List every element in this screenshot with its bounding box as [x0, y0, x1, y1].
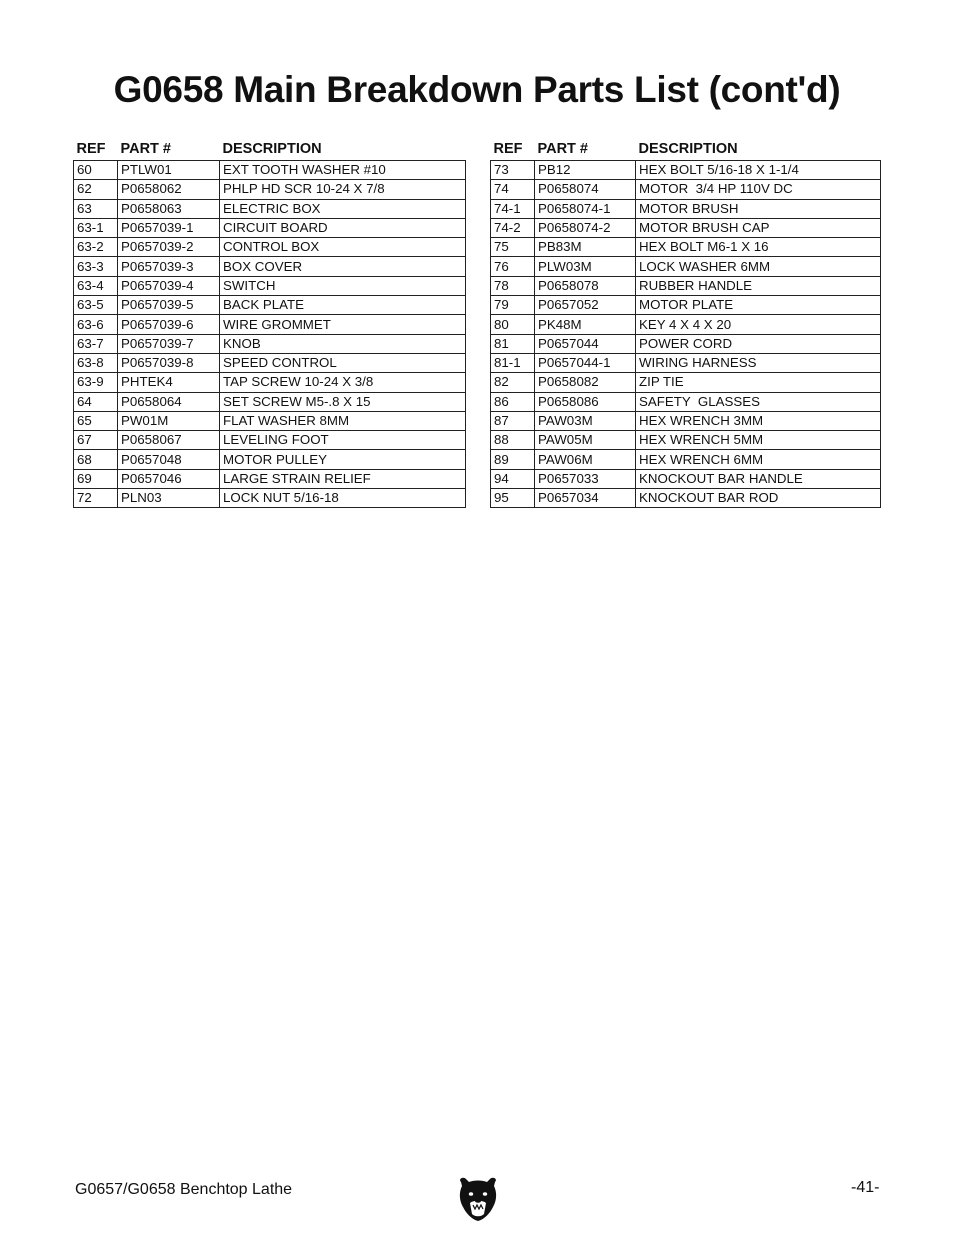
description-cell: HEX BOLT 5/16-18 X 1-1/4: [636, 161, 881, 180]
ref-cell: 80: [491, 315, 535, 334]
ref-cell: 82: [491, 373, 535, 392]
part-number-cell: P0657046: [118, 469, 220, 488]
table-row: [74, 450, 466, 469]
table-row: [491, 218, 881, 237]
header-description: DESCRIPTION: [222, 140, 322, 157]
table-header-row: [74, 137, 466, 161]
description-cell: PHLP HD SCR 10-24 X 7/8: [220, 180, 466, 199]
ref-cell: 73: [491, 161, 535, 180]
table-row: [74, 334, 466, 353]
table-row: [491, 373, 881, 392]
description-cell: LOCK WASHER 6MM: [636, 257, 881, 276]
header-ref: REF: [493, 140, 523, 157]
part-number-cell: PK48M: [535, 315, 636, 334]
description-cell: POWER CORD: [636, 334, 881, 353]
ref-cell: 69: [74, 469, 118, 488]
table-row: [491, 431, 881, 450]
description-cell: LOCK NUT 5/16-18: [220, 489, 466, 508]
table-row: [491, 353, 881, 372]
ref-cell: 79: [491, 296, 535, 315]
ref-cell: 63-9: [74, 373, 118, 392]
part-number-cell: P0657039-7: [118, 334, 220, 353]
part-number-cell: P0658064: [118, 392, 220, 411]
description-cell: KNOB: [220, 334, 466, 353]
part-number-cell: P0658082: [535, 373, 636, 392]
description-cell: LARGE STRAIN RELIEF: [220, 469, 466, 488]
part-number-cell: P0657044-1: [535, 353, 636, 372]
ref-cell: 74: [491, 180, 535, 199]
description-cell: MOTOR PULLEY: [220, 450, 466, 469]
parts-table-right-body: [491, 161, 881, 508]
part-number-cell: P0657039-3: [118, 257, 220, 276]
part-number-cell: PAW06M: [535, 450, 636, 469]
part-number-cell: PB12: [535, 161, 636, 180]
part-number-cell: P0657052: [535, 296, 636, 315]
ref-cell: 63-6: [74, 315, 118, 334]
part-number-cell: P0657034: [535, 489, 636, 508]
description-cell: WIRING HARNESS: [636, 353, 881, 372]
table-row: [491, 489, 881, 508]
part-number-cell: PB83M: [535, 238, 636, 257]
table-row: [491, 411, 881, 430]
description-cell: HEX WRENCH 3MM: [636, 411, 881, 430]
description-cell: KNOCKOUT BAR HANDLE: [636, 469, 881, 488]
ref-cell: 74-1: [491, 199, 535, 218]
ref-cell: 74-2: [491, 218, 535, 237]
parts-table-left-body: [74, 161, 466, 508]
description-cell: SAFETY GLASSES: [636, 392, 881, 411]
part-number-cell: P0657039-8: [118, 353, 220, 372]
part-number-cell: P0657048: [118, 450, 220, 469]
ref-cell: 64: [74, 392, 118, 411]
description-cell: HEX WRENCH 5MM: [636, 431, 881, 450]
table-row: [74, 315, 466, 334]
part-number-cell: P0658063: [118, 199, 220, 218]
description-cell: TAP SCREW 10-24 X 3/8: [220, 373, 466, 392]
part-number-cell: PAW03M: [535, 411, 636, 430]
description-cell: BACK PLATE: [220, 296, 466, 315]
ref-cell: 67: [74, 431, 118, 450]
part-number-cell: P0658074: [535, 180, 636, 199]
ref-cell: 94: [491, 469, 535, 488]
part-number-cell: PAW05M: [535, 431, 636, 450]
part-number-cell: P0657033: [535, 469, 636, 488]
table-row: [491, 392, 881, 411]
ref-cell: 63-5: [74, 296, 118, 315]
table-header-row: [491, 137, 881, 161]
part-number-cell: PTLW01: [118, 161, 220, 180]
part-number-cell: P0657044: [535, 334, 636, 353]
ref-cell: 86: [491, 392, 535, 411]
table-row: [74, 469, 466, 488]
page-number: -41-: [851, 1179, 880, 1196]
table-row: [491, 238, 881, 257]
table-row: [491, 296, 881, 315]
table-row: [74, 431, 466, 450]
description-cell: MOTOR 3/4 HP 110V DC: [636, 180, 881, 199]
description-cell: CIRCUIT BOARD: [220, 218, 466, 237]
table-row: [74, 218, 466, 237]
header-description: DESCRIPTION: [638, 140, 738, 157]
part-number-cell: P0657039-5: [118, 296, 220, 315]
ref-cell: 95: [491, 489, 535, 508]
table-row: [74, 161, 466, 180]
header-part-number: PART #: [537, 140, 588, 157]
ref-cell: 87: [491, 411, 535, 430]
part-number-cell: P0657039-2: [118, 238, 220, 257]
description-cell: KNOCKOUT BAR ROD: [636, 489, 881, 508]
description-cell: KEY 4 X 4 X 20: [636, 315, 881, 334]
table-row: [74, 180, 466, 199]
table-row: [74, 392, 466, 411]
part-number-cell: PLN03: [118, 489, 220, 508]
table-row: [491, 469, 881, 488]
part-number-cell: P0657039-4: [118, 276, 220, 295]
description-cell: MOTOR PLATE: [636, 296, 881, 315]
table-row: [74, 489, 466, 508]
ref-cell: 68: [74, 450, 118, 469]
part-number-cell: P0658078: [535, 276, 636, 295]
table-row: [491, 276, 881, 295]
part-number-cell: PHTEK4: [118, 373, 220, 392]
table-row: [491, 334, 881, 353]
table-row: [74, 296, 466, 315]
table-row: [74, 411, 466, 430]
ref-cell: 88: [491, 431, 535, 450]
table-row: [491, 180, 881, 199]
description-cell: SWITCH: [220, 276, 466, 295]
ref-cell: 63-1: [74, 218, 118, 237]
ref-cell: 63: [74, 199, 118, 218]
ref-cell: 63-4: [74, 276, 118, 295]
description-cell: BOX COVER: [220, 257, 466, 276]
description-cell: HEX BOLT M6-1 X 16: [636, 238, 881, 257]
ref-cell: 76: [491, 257, 535, 276]
ref-cell: 63-2: [74, 238, 118, 257]
description-cell: ELECTRIC BOX: [220, 199, 466, 218]
ref-cell: 65: [74, 411, 118, 430]
ref-cell: 81: [491, 334, 535, 353]
page-title: G0658 Main Breakdown Parts List (cont'd): [113, 69, 841, 110]
part-number-cell: P0657039-6: [118, 315, 220, 334]
header-ref: REF: [76, 140, 106, 157]
description-cell: MOTOR BRUSH CAP: [636, 218, 881, 237]
table-row: [74, 353, 466, 372]
header-part-number: PART #: [120, 140, 171, 157]
part-number-cell: PW01M: [118, 411, 220, 430]
table-row: [74, 238, 466, 257]
part-number-cell: P0658067: [118, 431, 220, 450]
description-cell: SPEED CONTROL: [220, 353, 466, 372]
ref-cell: 89: [491, 450, 535, 469]
ref-cell: 78: [491, 276, 535, 295]
ref-cell: 63-3: [74, 257, 118, 276]
description-cell: CONTROL BOX: [220, 238, 466, 257]
description-cell: RUBBER HANDLE: [636, 276, 881, 295]
ref-cell: 75: [491, 238, 535, 257]
table-row: [491, 315, 881, 334]
parts-table-right: [490, 137, 881, 508]
ref-cell: 62: [74, 180, 118, 199]
bear-head-logo-icon: [457, 1176, 499, 1222]
ref-cell: 63-7: [74, 334, 118, 353]
table-row: [74, 257, 466, 276]
description-cell: MOTOR BRUSH: [636, 199, 881, 218]
parts-table-left: [73, 137, 466, 508]
part-number-cell: P0658086: [535, 392, 636, 411]
part-number-cell: P0658062: [118, 180, 220, 199]
description-cell: LEVELING FOOT: [220, 431, 466, 450]
description-cell: WIRE GROMMET: [220, 315, 466, 334]
description-cell: ZIP TIE: [636, 373, 881, 392]
ref-cell: 72: [74, 489, 118, 508]
description-cell: FLAT WASHER 8MM: [220, 411, 466, 430]
description-cell: HEX WRENCH 6MM: [636, 450, 881, 469]
description-cell: SET SCREW M5-.8 X 15: [220, 392, 466, 411]
table-row: [491, 199, 881, 218]
table-row: [491, 450, 881, 469]
table-row: [74, 199, 466, 218]
footer-manual-title: G0657/G0658 Benchtop Lathe: [75, 1181, 293, 1198]
ref-cell: 63-8: [74, 353, 118, 372]
table-row: [491, 161, 881, 180]
part-number-cell: P0658074-1: [535, 199, 636, 218]
table-row: [491, 257, 881, 276]
description-cell: EXT TOOTH WASHER #10: [220, 161, 466, 180]
part-number-cell: PLW03M: [535, 257, 636, 276]
table-row: [74, 276, 466, 295]
part-number-cell: P0657039-1: [118, 218, 220, 237]
ref-cell: 60: [74, 161, 118, 180]
part-number-cell: P0658074-2: [535, 218, 636, 237]
ref-cell: 81-1: [491, 353, 535, 372]
table-row: [74, 373, 466, 392]
